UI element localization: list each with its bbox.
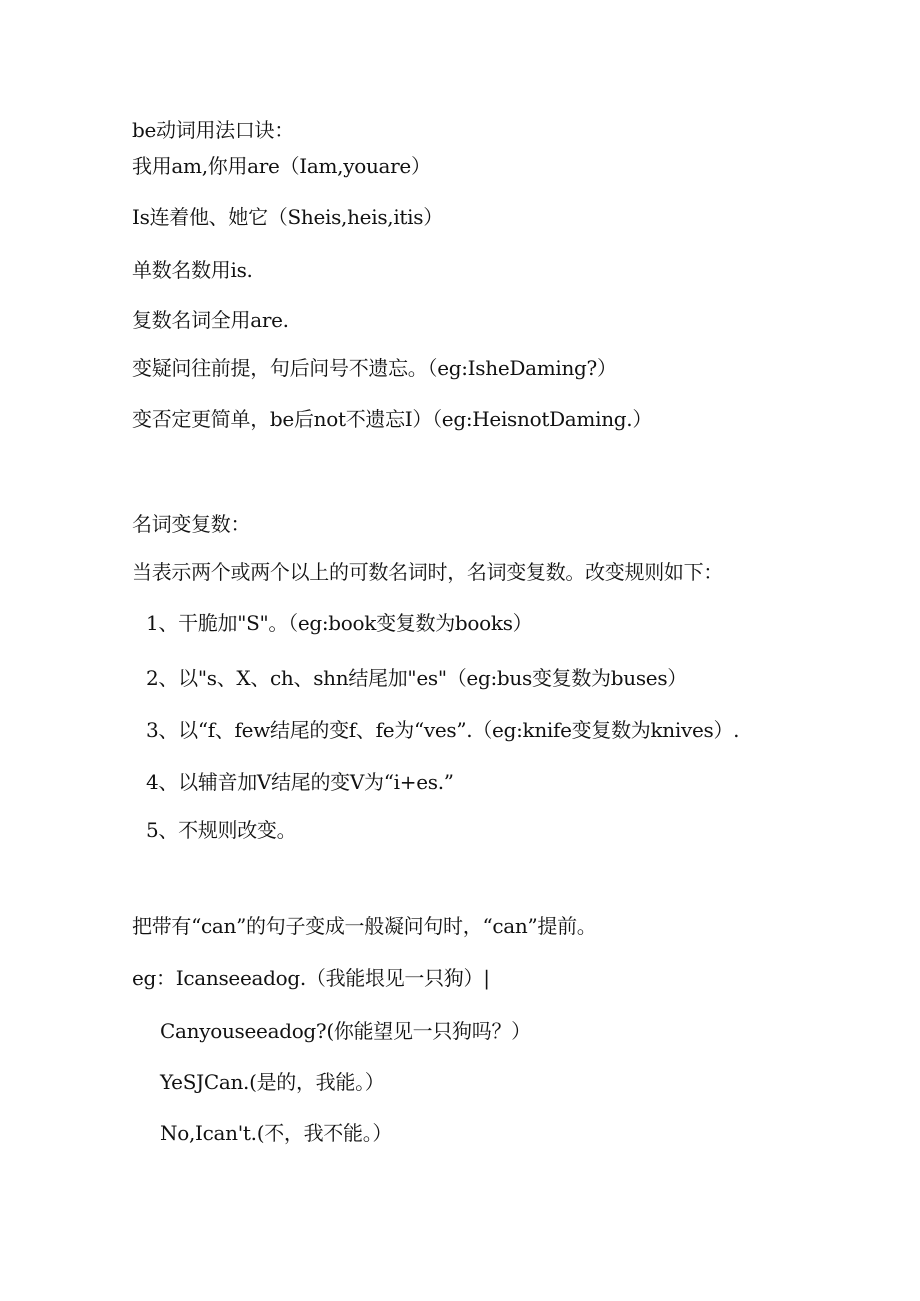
can-answer-yes: YeSJCan.(是的，我能。）	[160, 1070, 385, 1094]
plural-rule-2: 2、以"s、X、ch、shn结尾加"es"（eg:bus变复数为buses）	[146, 666, 688, 690]
be-rule-line-3: 单数名数用is.	[132, 258, 253, 282]
be-rule-line-4: 复数名词全用are.	[132, 308, 289, 332]
be-rule-line-1: 我用am,你用are（Iam,youare）	[132, 154, 431, 178]
be-rule-line-6: 变否定更简单，be后not不遗忘I）（eg:HeisnotDaming.）	[132, 407, 653, 431]
plural-intro: 当表示两个或两个以上的可数名词时，名词变复数。改变规则如下：	[132, 560, 723, 584]
be-rule-line-2: Is连着他、她它（Sheis,heis,itis）	[132, 205, 443, 229]
plural-rule-1: 1、干脆加"S"。（eg:book变复数为books）	[146, 611, 533, 635]
plural-rule-3: 3、以“f、few结尾的变f、fe为“ves”.（eg:knife变复数为knives）.	[146, 718, 740, 742]
can-example: eg：Icanseeadog.（我能垠见一只狗）|	[132, 966, 490, 990]
plural-rule-4: 4、以辅音加V结尾的变V为“i+es.”	[146, 770, 454, 794]
plural-rule-5: 5、不规则改变。	[146, 818, 297, 842]
be-verb-heading: be动词用法口诀：	[132, 118, 294, 142]
plural-heading: 名词变复数：	[132, 512, 251, 536]
can-question: Canyouseeadog?(你能望见一只狗吗？）	[160, 1019, 531, 1043]
can-heading: 把带有“can”的句子变成一般凝问句时，“can”提前。	[132, 914, 597, 938]
can-answer-no: No,Ican't.(不，我不能。）	[160, 1121, 393, 1145]
be-rule-line-5: 变疑问往前提，句后问号不遗忘。（eg:IsheDaming?）	[132, 356, 617, 380]
